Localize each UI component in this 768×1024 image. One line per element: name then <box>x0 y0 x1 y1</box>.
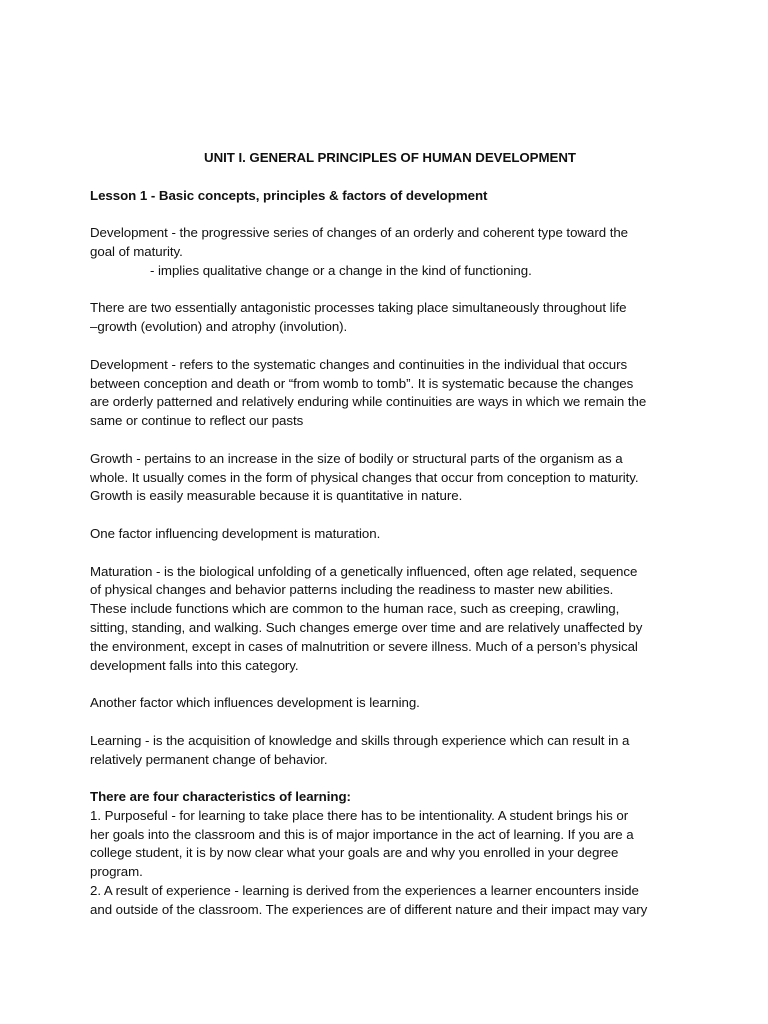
paragraph-factor-maturation: One factor influencing development is maturation. <box>90 525 381 541</box>
document-title: UNIT I. GENERAL PRINCIPLES OF HUMAN DEVELOPMENT <box>204 150 576 165</box>
text-line: Development - refers to the systematic changes and continuities in the individual that occurs <box>90 356 628 372</box>
paragraph-factor-learning: Another factor which influences development is learning. <box>90 695 420 711</box>
paragraph-development-refers <box>90 356 690 431</box>
text-line: of physical changes and behavior patterns including the readiness to master new abilities. <box>90 582 614 598</box>
paragraph-development-definition <box>90 224 690 280</box>
text-line: goal of maturity. <box>90 243 183 259</box>
text-line: 1. Purposeful - for learning to take place there has to be intentionality. A student brings his or <box>90 807 629 823</box>
paragraph-antagonistic-processes <box>90 299 690 337</box>
text-line: are orderly patterned and relatively enduring while continuities are ways in which we remain the <box>90 394 647 410</box>
text-line: and outside of the classroom. The experiences are of different nature and their impact may vary <box>90 901 648 917</box>
spacer <box>90 281 690 300</box>
paragraph-growth <box>90 450 690 506</box>
text-line: There are two essentially antagonistic processes taking place simultaneously throughout life <box>90 300 627 316</box>
text-line: her goals into the classroom and this is of major importance in the act of learning. If you are a <box>90 826 634 842</box>
characteristic-result-of-experience <box>90 882 690 920</box>
lesson-heading: Lesson 1 - Basic concepts, principles & factors of development <box>90 187 488 203</box>
spacer <box>90 205 690 224</box>
spacer <box>90 713 690 732</box>
spacer <box>90 506 690 525</box>
characteristic-purposeful <box>90 807 690 882</box>
text-line: Development - the progressive series of changes of an orderly and coherent type toward the <box>90 225 629 241</box>
document-body <box>90 149 690 920</box>
text-line: These include functions which are common to the human race, such as creeping, crawling, <box>90 601 620 617</box>
text-line: Learning - is the acquisition of knowledge and skills through experience which can result in a <box>90 732 630 748</box>
text-line: relatively permanent change of behavior. <box>90 751 328 767</box>
text-line: college student, it is by now clear what your goals are and why you enrolled in your degree <box>90 845 619 861</box>
spacer <box>90 168 690 187</box>
text-line: program. <box>90 864 143 880</box>
text-line: development falls into this category. <box>90 657 299 673</box>
text-line: same or continue to reflect our pasts <box>90 413 304 429</box>
characteristics-heading: There are four characteristics of learning: <box>90 789 351 805</box>
spacer <box>90 544 690 563</box>
text-line: –growth (evolution) and atrophy (involution). <box>90 319 348 335</box>
text-line: Maturation - is the biological unfolding of a genetically influenced, often age related, sequence <box>90 563 638 579</box>
paragraph-learning <box>90 732 690 770</box>
spacer <box>90 337 690 356</box>
spacer <box>90 675 690 694</box>
spacer <box>90 431 690 450</box>
text-line: between conception and death or “from womb to tomb”. It is systematic because the changes <box>90 375 634 391</box>
text-line: Growth is easily measurable because it is quantitative in nature. <box>90 488 463 504</box>
text-line: 2. A result of experience - learning is derived from the experiences a learner encounters inside <box>90 883 639 899</box>
text-line: Growth - pertains to an increase in the size of bodily or structural parts of the organism as a <box>90 450 623 466</box>
spacer <box>90 769 690 788</box>
paragraph-maturation <box>90 563 690 676</box>
bullet-line: - implies qualitative change or a change in the kind of functioning. <box>150 262 532 278</box>
text-line: sitting, standing, and walking. Such changes emerge over time and are relatively unaffected by <box>90 619 643 635</box>
text-line: whole. It usually comes in the form of physical changes that occur from conception to maturity. <box>90 469 639 485</box>
text-line: the environment, except in cases of malnutrition or severe illness. Much of a person’s physical <box>90 638 638 654</box>
